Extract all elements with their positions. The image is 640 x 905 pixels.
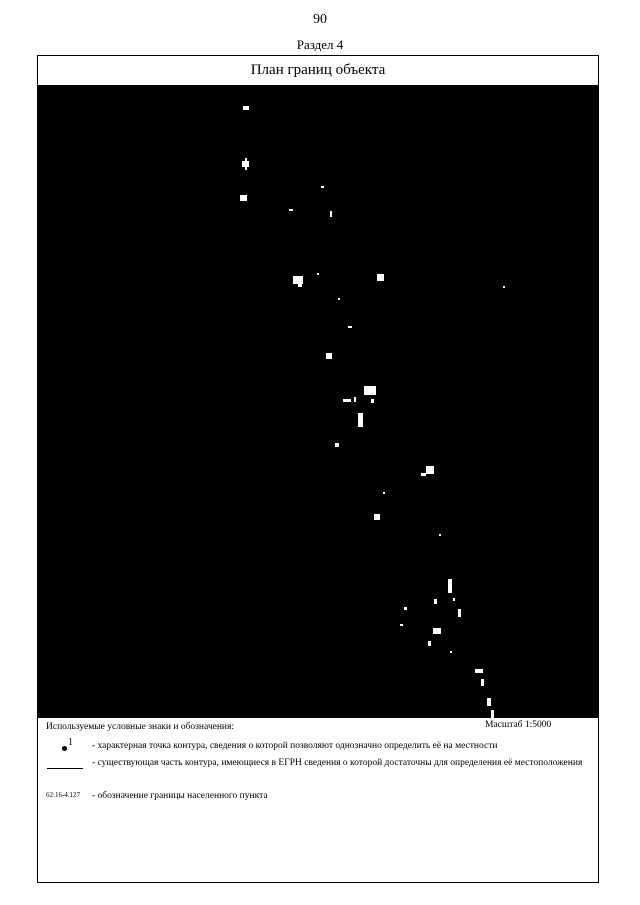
contour-mark (243, 106, 249, 110)
contour-mark (487, 698, 491, 706)
contour-mark (503, 286, 505, 288)
contour-mark (321, 186, 324, 188)
legend-item-text: - существующая часть контура, имеющиеся в ЕГРН сведения о которой достаточны для определения её местоположения (92, 758, 583, 768)
legend (38, 718, 598, 882)
contour-mark (377, 274, 384, 281)
page-number: 90 (313, 12, 327, 27)
contour-mark (421, 473, 426, 476)
plan-frame (37, 55, 599, 883)
contour-mark (240, 195, 247, 201)
map-background (38, 86, 598, 718)
contour-mark (343, 399, 351, 402)
contour-mark (371, 399, 374, 403)
contour-mark (491, 710, 494, 718)
contour-mark (448, 579, 452, 593)
contour-line-icon (47, 768, 83, 769)
contour-mark (433, 628, 441, 634)
boundary-map-drawing (38, 86, 598, 718)
point-symbol-icon (62, 737, 86, 754)
boundary-map (38, 86, 598, 718)
plan-title: План границ объекта (38, 56, 598, 86)
contour-mark (400, 624, 403, 626)
contour-mark (348, 326, 352, 328)
contour-mark (374, 514, 380, 520)
contour-mark (335, 443, 339, 447)
section-title: Раздел 4 (296, 37, 344, 52)
contour-mark (453, 598, 455, 601)
point-dot-icon (62, 746, 67, 751)
contour-mark (404, 607, 407, 610)
contour-mark (354, 397, 356, 402)
map-scale: Масштаб 1:5000 (485, 720, 552, 730)
contour-mark (458, 609, 461, 617)
contour-mark (475, 669, 483, 673)
contour-mark (426, 466, 434, 474)
contour-mark (450, 651, 452, 653)
contour-mark (364, 386, 376, 395)
legend-heading: Используемые условные знаки и обозначения: (46, 722, 235, 732)
contour-mark (298, 284, 302, 287)
contour-mark (358, 413, 363, 427)
legend-item-text: - обозначение границы населенного пункта (92, 791, 268, 801)
contour-mark (245, 158, 247, 170)
contour-mark (428, 641, 431, 646)
contour-mark (338, 298, 340, 300)
contour-mark (330, 211, 332, 217)
contour-mark (326, 353, 332, 359)
legend-item-text: - характерная точка контура, сведения о которой позволяют однозначно определить её на местности (92, 741, 498, 751)
contour-mark (434, 599, 437, 604)
contour-mark (481, 679, 484, 686)
contour-mark (439, 534, 441, 536)
contour-mark (289, 209, 293, 211)
contour-mark (383, 492, 385, 494)
contour-mark (293, 276, 303, 284)
boundary-code-label: 62:16-4.127 (46, 791, 81, 799)
contour-mark (317, 273, 319, 275)
point-number-label: 1 (68, 737, 73, 748)
